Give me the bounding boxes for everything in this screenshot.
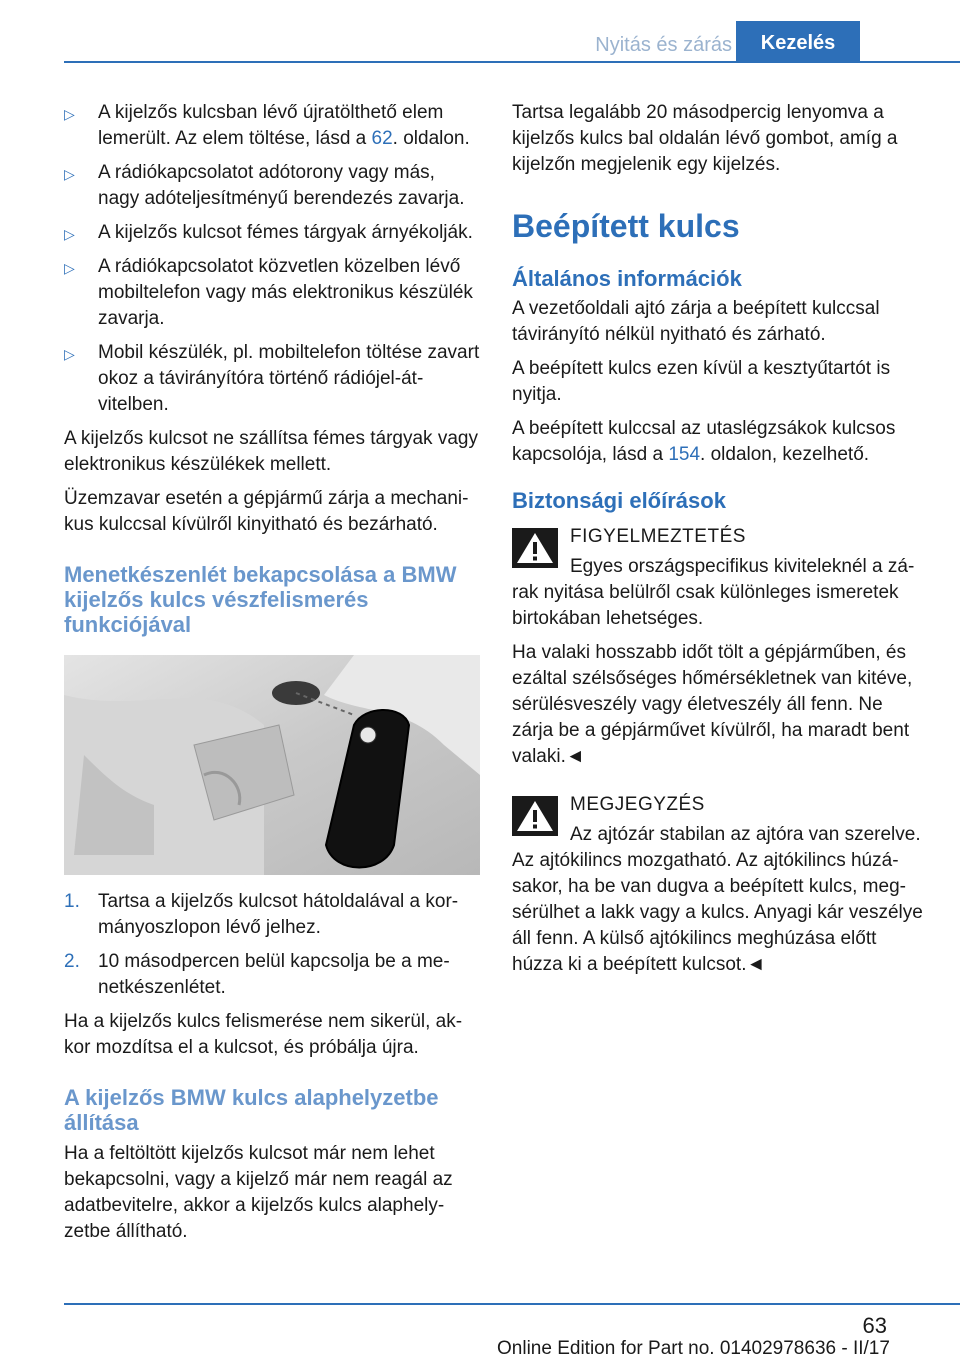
triangle-right-outline-icon: ▷	[64, 226, 75, 242]
step-item: 1. Tartsa a kijelzős kulcsot hátoldalával a kormányoszlopon lévő jelhez.	[64, 891, 459, 938]
left-column	[64, 100, 480, 1253]
paragraph: Ha a feltöltött kijelzős kulcsot már nem lehet bekapcsolni, vagy a kijelző már nem reagál az adatbevitelre, akkor a kijelzős kulcs alaphelyzetbe állítható.	[64, 1143, 453, 1242]
bullet-item: ▷ A kijelzős kulcsban lévő újratölthető elem lemerült. Az elem töltése, lásd a 62. oldalon.	[64, 102, 470, 149]
numbered-list	[64, 889, 480, 1001]
note-title: MEGJEGYZÉS	[570, 794, 705, 815]
subsection-heading: Biztonsági előírások	[512, 488, 726, 513]
bullet-item: ▷ A rádiókapcsolatot adótorony vagy más, nagy adóteljesítményű berendezés zavarja.	[64, 162, 465, 209]
paragraph: A kijelzős kulcsot ne szállítsa fémes tárgyak vagy elektronikus készülékek mellett.	[64, 428, 478, 475]
bullet-list	[64, 100, 480, 418]
warning-title: FIGYELMEZTETÉS	[570, 526, 746, 547]
triangle-right-outline-icon: ▷	[64, 260, 75, 276]
section-heading: Menetkészenlét bekapcsolása a BMW kijelzős kulcs vészfelismerés funkciójával	[64, 562, 457, 637]
right-column	[512, 100, 928, 986]
paragraph: A beépített kulccsal az utaslégzsákok kulcsos kapcsolója, lásd a 154. oldalon, kezelhető.	[512, 418, 896, 465]
warning-block	[512, 524, 928, 770]
triangle-right-outline-icon: ▷	[64, 346, 75, 362]
warning-text: Ha valaki hosszabb időt tölt a gépjárműben, és ezáltal szélsőséges hőmérsékletnek van kitéve, sérülésveszély vagy életveszély áll fenn. Ne zárja be a gépjárművet kívülről, ha maradt bent valaki.◄	[512, 642, 913, 767]
warning-text: Egyes országspecifikus kiviteleknél a zárak nyitása belülről csak különleges ismeretek birtokában lehetséges.	[512, 556, 915, 629]
triangle-right-outline-icon: ▷	[64, 106, 75, 122]
section-heading: A kijelzős BMW kulcs alaphelyzetbe állítása	[64, 1085, 439, 1135]
bullet-item: ▷ Mobil készülék, pl. mobiltelefon töltése zavart okoz a távirányítóra történő rádiójel-átvitelben.	[64, 342, 480, 415]
paragraph: A beépített kulcs ezen kívül a kesztyűtartót is nyitja.	[512, 358, 891, 405]
note-block	[512, 792, 928, 978]
paragraph: Ha a kijelzős kulcs felismerése nem sikerül, akkor mozdítsa el a kulcsot, és próbálja újra.	[64, 1011, 463, 1058]
header-chapter-tab: Kezelés	[736, 21, 860, 62]
key-fob-image	[64, 655, 480, 875]
bullet-item: ▷ A rádiókapcsolatot közvetlen közelben lévő mobiltelefon vagy más elektronikus készülék zavarja.	[64, 256, 473, 329]
page-link[interactable]: 154	[668, 444, 701, 465]
warning-triangle-icon	[512, 796, 558, 836]
step-item: 2. 10 másodpercen belül kapcsolja be a menetkészenlétet.	[64, 951, 450, 998]
note-text: Az ajtózár stabilan az ajtóra van szerelve. Az ajtókilincs mozgatható. Az ajtókilincs húzásakor, ha be van dugva a beépített kulcs, megsérülhet a lakk vagy a kulcs. Anyagi kár veszélye áll fenn. A külső ajtókilincs meghúzása előtt húzza ki a beépített kulcsot.◄	[512, 824, 923, 975]
edition-text: Online Edition for Part no. 01402978636 - II/17	[497, 1338, 890, 1359]
page-number: 63	[862, 1313, 887, 1338]
chapter-heading: Beépített kulcs	[512, 208, 740, 244]
triangle-right-outline-icon: ▷	[64, 166, 75, 182]
bullet-item: ▷ A kijelzős kulcsot fémes tárgyak árnyékolják.	[64, 220, 480, 246]
paragraph: A vezetőoldali ajtó zárja a beépített kulccsal távirányító nélkül nyitható és zárható.	[512, 298, 880, 345]
key-fob-illustration	[64, 655, 480, 875]
header-section-title: Nyitás és zárás	[595, 34, 732, 56]
warning-triangle-icon	[512, 528, 558, 568]
paragraph: Tartsa legalább 20 másodpercig lenyomva a kijelzős kulcs bal oldalán lévő gombot, amíg a kijelzőn megjelenik egy kijelzés.	[512, 102, 898, 175]
subsection-heading: Általános információk	[512, 266, 742, 291]
footer-rule	[64, 1303, 960, 1305]
paragraph: Üzemzavar esetén a gépjármű zárja a mechanikus kulccsal kívülről kinyitható és bezárható.	[64, 488, 469, 535]
page-link[interactable]: 62	[371, 128, 393, 149]
header-rule	[64, 61, 960, 63]
